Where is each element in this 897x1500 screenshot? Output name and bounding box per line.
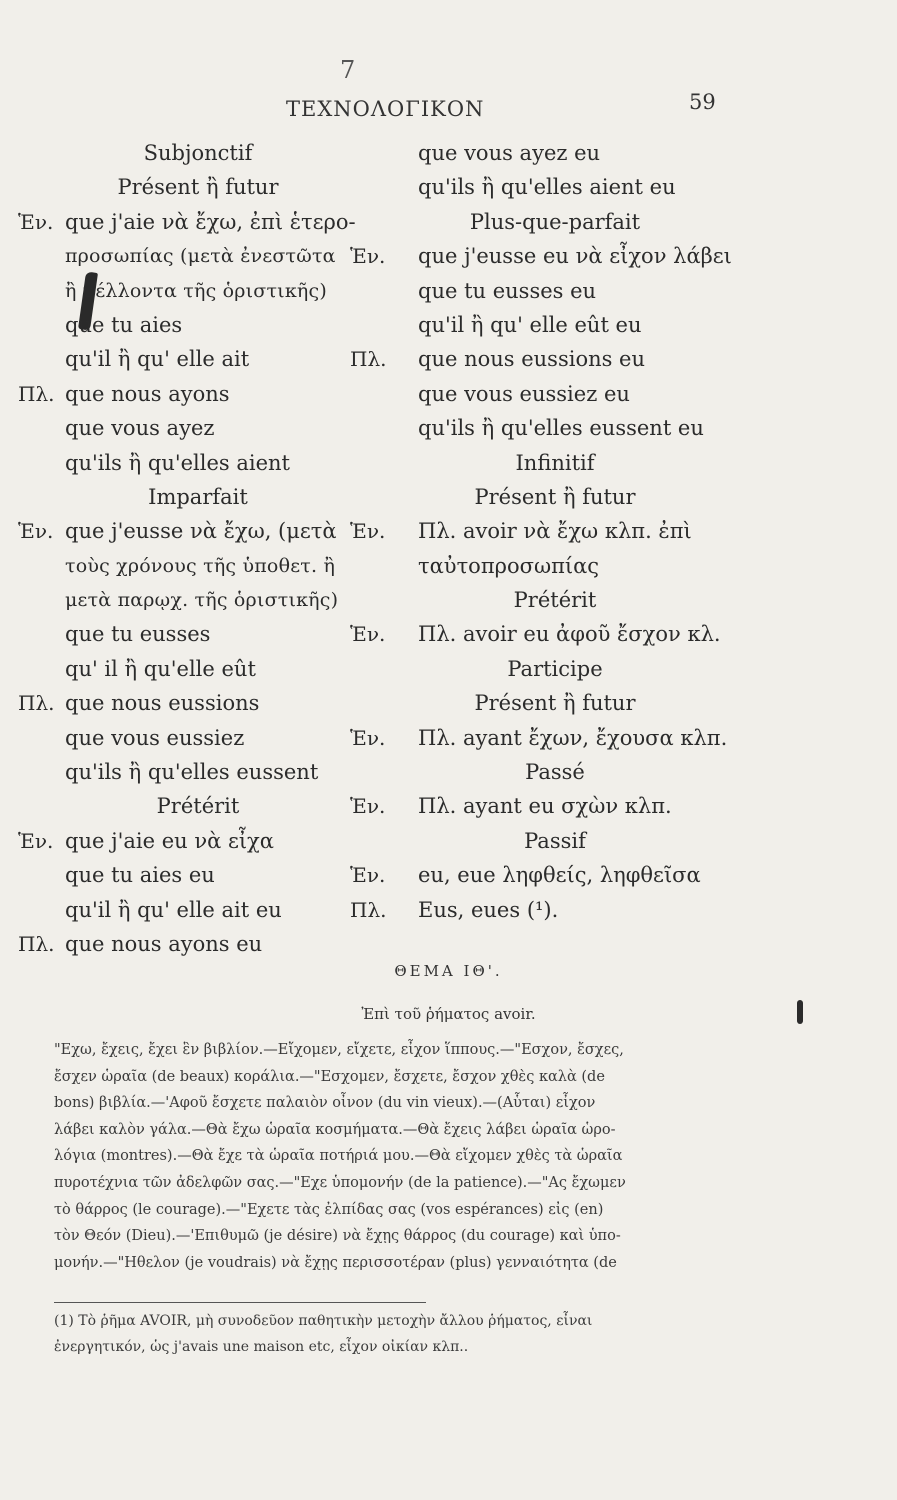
section-heading	[350, 446, 760, 480]
line-text: que j'aie eu νὰ εἶχα	[65, 828, 274, 853]
conjugation-line	[18, 824, 374, 858]
conjugation-line	[18, 514, 374, 548]
text-line: "Εχω, ἔχεις, ἔχει ἓν βιβλίον.—Εἴχομεν, εἴχετε, εἶχον ἵππους.—"Εσχον, ἔσχες,	[54, 1042, 624, 1058]
section-heading	[350, 480, 760, 514]
number-marker: Πλ.	[18, 931, 55, 956]
conjugation-line	[22, 342, 374, 376]
line-text: qu'il ἢ qu' elle ait eu	[65, 897, 282, 922]
conjugation-line	[22, 308, 374, 342]
line-text: que nous ayons eu	[65, 931, 263, 956]
line-text: qu'ils ἢ qu'elles eussent	[65, 760, 319, 785]
conjugation-line	[350, 274, 760, 308]
heading-text: Prétérit	[513, 588, 597, 613]
heading-text: Présent ἢ futur	[474, 484, 636, 509]
conjugation-line	[22, 652, 374, 686]
line-text: que nous eussions	[65, 691, 260, 716]
conjugation-line	[22, 721, 374, 755]
heading-text: Passif	[524, 828, 586, 853]
line-text: Πλ. ayant eu σχὼν κλπ.	[418, 794, 672, 819]
number-marker: Πλ.	[350, 897, 387, 922]
section-heading	[22, 789, 374, 823]
heading-text: Prétérit	[156, 794, 240, 819]
line-text: qu'ils ἢ qu'elles aient	[65, 450, 290, 475]
conjugation-line	[350, 893, 760, 927]
conjugation-line	[22, 446, 374, 480]
conjugation-line	[18, 686, 374, 720]
number-marker: Ἑν.	[18, 519, 54, 544]
conjugation-line	[350, 789, 760, 823]
conjugation-line	[350, 617, 760, 651]
exercise-paragraph	[54, 1037, 766, 1276]
conjugation-line	[350, 342, 760, 376]
text-line: τὸν Θεόν (Dieu).—'Επιθυμῶ (je désire) νὰ ἔχῃς θάρρος (du courage) καὶ ὑπο-	[54, 1228, 621, 1245]
line-text: ταὐτοπροσωπίας	[418, 553, 600, 578]
text-line: bons) βιβλία.—'Αφοῦ ἔσχετε παλαιὸν οἶνον (du vin vieux).—(Αὗται) εἶχον	[54, 1095, 596, 1112]
line-text: que nous ayons	[65, 381, 230, 406]
heading-text: Imparfait	[148, 484, 248, 509]
heading-text: Participe	[507, 656, 603, 681]
number-marker: Πλ.	[18, 381, 55, 406]
line-text: qu'ils ἢ qu'elles aient eu	[418, 175, 676, 200]
heading-text: Plus-que-parfait	[469, 209, 641, 234]
line-text: Πλ. ayant ἔχων, ἔχουσα κλπ.	[418, 725, 728, 750]
conjugation-line	[350, 170, 760, 204]
number-marker: Ἑν.	[350, 863, 386, 888]
conjugation-line	[350, 514, 760, 548]
number-marker: Ἑν.	[350, 244, 386, 269]
line-text: qu'il ἢ qu' elle eût eu	[418, 312, 642, 337]
conjugation-line	[22, 239, 374, 273]
text-line: πυροτέχνια τῶν ἀδελφῶν σας.—"Εχε ὑπομονήν (de la patience).—"Ας ἔχωμεν	[54, 1174, 626, 1191]
exercise-heading: ΘΕΜΑ ΙΘ'.	[394, 962, 503, 980]
line-text: que j'eusse eu νὰ εἶχον λάβει	[418, 244, 732, 269]
line-text: μετὰ παρῳχ. τῆς ὁριστικῆς)	[65, 589, 339, 612]
line-text: que j'aie νὰ ἔχω, ἐπὶ ἑτερο-	[65, 209, 356, 234]
line-text: ἢ μέλλοντα τῆς ὁριστικῆς)	[65, 279, 327, 302]
conjugation-line	[18, 927, 374, 961]
section-heading	[350, 652, 760, 686]
section-heading	[350, 583, 760, 617]
exercise-subheading: Ἐπὶ τοῦ ῥήματος avoir.	[361, 1005, 536, 1023]
conjugation-line	[22, 411, 374, 445]
pencil-annotation: 7	[340, 56, 356, 84]
line-text: que j'eusse νὰ ἔχω, (μετὰ	[65, 519, 337, 544]
heading-text: Passé	[525, 760, 585, 785]
number-marker: Πλ.	[350, 347, 387, 372]
line-text: que vous ayez eu	[418, 141, 601, 165]
conjugation-line	[22, 617, 374, 651]
heading-text: Infinitif	[515, 450, 595, 475]
page-number: 59	[689, 90, 716, 114]
conjugation-line	[18, 377, 374, 411]
left-column	[18, 136, 374, 961]
number-marker: Ἑν.	[350, 725, 386, 750]
conjugation-line	[22, 274, 374, 308]
text-line: μονήν.—"Ηθελον (je voudrais) νὰ ἔχῃς περισσοτέραν (plus) γενναιότητα (de	[54, 1254, 617, 1271]
number-marker: Ἑν.	[350, 519, 386, 544]
heading-text: Présent ἢ futur	[117, 175, 279, 200]
line-text: que tu aies eu	[65, 863, 215, 888]
text-line: ἔσχεν ὡραῖα (de beaux) κοράλια.—"Εσχομεν, ἔσχετε, ἔσχον χθὲς καλὰ (de	[54, 1068, 605, 1085]
conjugation-line	[22, 893, 374, 927]
line-text: que nous eussions eu	[418, 347, 646, 372]
footnote-divider	[54, 1302, 426, 1303]
conjugation-line	[22, 549, 374, 583]
conjugation-line	[350, 377, 760, 411]
line-text: que tu eusses	[65, 622, 211, 647]
line-text: qu' il ἢ qu'elle eût	[65, 656, 256, 681]
conjugation-line	[22, 755, 374, 789]
heading-text: Présent ἢ futur	[474, 691, 636, 716]
line-text: Πλ. avoir eu ἀφοῦ ἔσχον κλ.	[418, 622, 721, 647]
number-marker: Πλ.	[18, 691, 55, 716]
line-text: que vous eussiez	[65, 725, 245, 750]
number-marker: Ἑν.	[18, 828, 54, 853]
conjugation-line	[350, 858, 760, 892]
text-line: τὸ θάρρος (le courage).—"Εχετε τὰς ἐλπίδας σας (vos espérances) εἰς (en)	[54, 1201, 604, 1218]
footnote	[54, 1308, 766, 1360]
number-marker: Ἑν.	[350, 622, 386, 647]
conjugation-line	[22, 858, 374, 892]
section-heading	[350, 755, 760, 789]
conjugation-line	[350, 136, 760, 170]
line-text: προσωπίας (μετὰ ἐνεστῶτα	[65, 245, 336, 268]
line-text: que vous ayez	[65, 416, 215, 441]
line-text: que tu eusses eu	[418, 278, 597, 303]
line-text: qu'il ἢ qu' elle ait	[65, 347, 250, 372]
text-line: λόγια (montres).—Θὰ ἔχε τὰ ὡραῖα ποτήριά μου.—Θὰ εἴχομεν χθὲς τὰ ὡραῖα	[54, 1148, 623, 1165]
number-marker: Ἑν.	[350, 794, 386, 819]
conjugation-line	[350, 308, 760, 342]
text-line: λάβει καλὸν γάλα.—Θὰ ἔχω ὡραῖα κοσμήματα.—Θὰ ἔχεις λάβει ὡραῖα ὡρο-	[54, 1121, 616, 1138]
line-text: qu'ils ἢ qu'elles eussent eu	[418, 416, 704, 441]
section-heading	[350, 824, 760, 858]
line-text: eu, eue ληφθείς, ληφθεῖσα	[418, 863, 701, 888]
section-heading	[350, 205, 760, 239]
line-text: Πλ. avoir νὰ ἔχω κλπ. ἐπὶ	[418, 519, 692, 544]
line-text: que vous eussiez eu	[418, 381, 630, 406]
running-header-title: ΤΕΧΝΟΛΟΓΙΚΟΝ	[286, 97, 485, 121]
number-marker: Ἑν.	[18, 209, 54, 234]
section-heading	[22, 480, 374, 514]
section-heading	[350, 686, 760, 720]
conjugation-line	[350, 549, 760, 583]
text-line: ἐνεργητικόν, ὡς j'avais une maison etc, εἶχον οἰκίαν κλπ..	[54, 1339, 469, 1355]
conjugation-line	[18, 205, 374, 239]
right-column	[350, 136, 760, 927]
conjugation-line	[350, 721, 760, 755]
line-text: τοὺς χρόνους τῆς ὑποθετ. ἢ	[65, 554, 336, 577]
conjugation-line	[22, 583, 374, 617]
section-heading	[22, 170, 374, 204]
heading-text: Subjonctif	[143, 141, 253, 165]
conjugation-line	[350, 411, 760, 445]
line-text: que tu aies	[65, 312, 183, 337]
text-line: (1) Τὸ ῥῆμα AVOIR, μὴ συνοδεῦον παθητικὴν μετοχὴν ἄλλου ῥήματος, εἶναι	[54, 1313, 593, 1329]
line-text: Eus, eues (¹).	[418, 897, 559, 922]
conjugation-line	[350, 239, 760, 273]
section-heading	[22, 136, 374, 170]
